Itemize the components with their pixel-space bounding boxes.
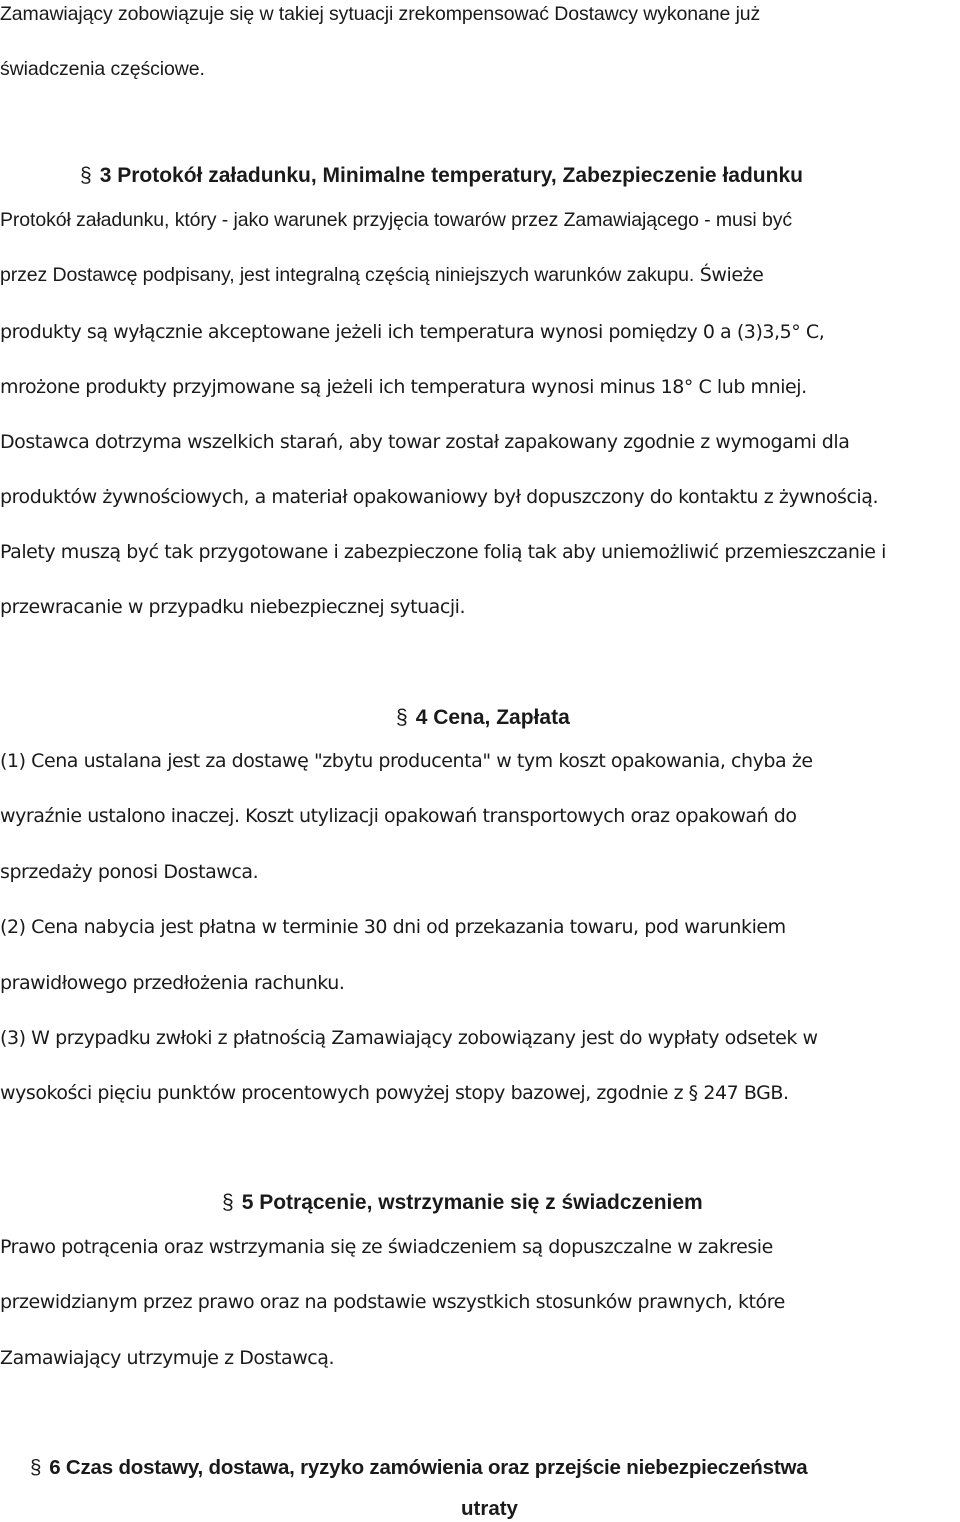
- section-6-heading: [30, 1455, 807, 1481]
- section-3-title: 3 Protokół załadunku, Minimalne temperatury, Zabezpieczenie ładunku: [99, 164, 803, 187]
- paragraph-line: Dostawca dotrzyma wszelkich starań, aby towar został zapakowany zgodnie z wymogami dla: [0, 431, 850, 453]
- paragraph-line: (2) Cena nabycia jest płatna w terminie 30 dni od przekazania towaru, pod warunkiem: [0, 916, 786, 938]
- paragraph-line: mrożone produkty przyjmowane są jeżeli ich temperatura wynosi minus 18° C lub mniej.: [0, 376, 807, 398]
- section-symbol: §: [222, 1191, 234, 1214]
- paragraph-line: [0, 263, 763, 287]
- paragraph-line: wyraźnie ustalono inaczej. Koszt utylizacji opakowań transportowych oraz opakowań do: [0, 805, 797, 827]
- section-4-title: 4 Cena, Zapłata: [415, 706, 570, 729]
- paragraph-line: produkty są wyłącznie akceptowane jeżeli ich temperatura wynosi pomiędzy 0 a (3)3,5° C,: [0, 321, 825, 343]
- paragraph-line: Zamawiający utrzymuje z Dostawcą.: [0, 1347, 335, 1369]
- paragraph-line: Palety muszą być tak przygotowane i zabezpieczone folią tak aby uniemożliwić przemieszczanie i: [0, 541, 886, 563]
- paragraph-fragment: przez Dostawcę podpisany, jest integralną częścią niniejszych warunków zakupu.: [0, 264, 695, 286]
- section-6-title-line1: 6 Czas dostawy, dostawa, ryzyko zamówienia oraz przejście niebezpieczeństwa: [49, 1456, 808, 1479]
- section-5-title: 5 Potrącenie, wstrzymanie się z świadczeniem: [241, 1191, 703, 1214]
- section-6-title-line2: utraty: [461, 1497, 518, 1520]
- section-symbol: §: [396, 706, 408, 729]
- paragraph-line: wysokości pięciu punktów procentowych powyżej stopy bazowej, zgodnie z § 247 BGB.: [0, 1082, 789, 1104]
- paragraph-line: produktów żywnościowych, a materiał opakowaniowy był dopuszczony do kontaktu z żywnością.: [0, 486, 879, 508]
- paragraph-line: przewidzianym przez prawo oraz na podstawie wszystkich stosunków prawnych, które: [0, 1291, 785, 1313]
- paragraph-line: (3) W przypadku zwłoki z płatnością Zamawiający zobowiązany jest do wypłaty odsetek w: [0, 1027, 818, 1049]
- section-symbol: §: [30, 1456, 42, 1479]
- section-4-heading: [396, 705, 570, 731]
- paragraph-line: Protokół załadunku, który - jako warunek przyjęcia towarów przez Zamawiającego - musi być: [0, 209, 793, 231]
- paragraph-line: Zamawiający zobowiązuje się w takiej sytuacji zrekompensować Dostawcy wykonane już: [0, 3, 761, 25]
- paragraph-line: Prawo potrącenia oraz wstrzymania się ze świadczeniem są dopuszczalne w zakresie: [0, 1236, 773, 1258]
- paragraph-line: (1) Cena ustalana jest za dostawę "zbytu producenta" w tym koszt opakowania, chyba że: [0, 750, 813, 772]
- paragraph-line: sprzedaży ponosi Dostawca.: [0, 861, 259, 883]
- paragraph-line: prawidłowego przedłożenia rachunku.: [0, 972, 345, 994]
- paragraph-fragment: Świeże: [699, 264, 764, 286]
- paragraph-line: świadczenia częściowe.: [0, 58, 205, 80]
- section-5-heading: [222, 1190, 703, 1216]
- section-3-heading: [80, 163, 803, 189]
- section-symbol: §: [80, 164, 92, 187]
- paragraph-line: przewracanie w przypadku niebezpiecznej sytuacji.: [0, 596, 466, 618]
